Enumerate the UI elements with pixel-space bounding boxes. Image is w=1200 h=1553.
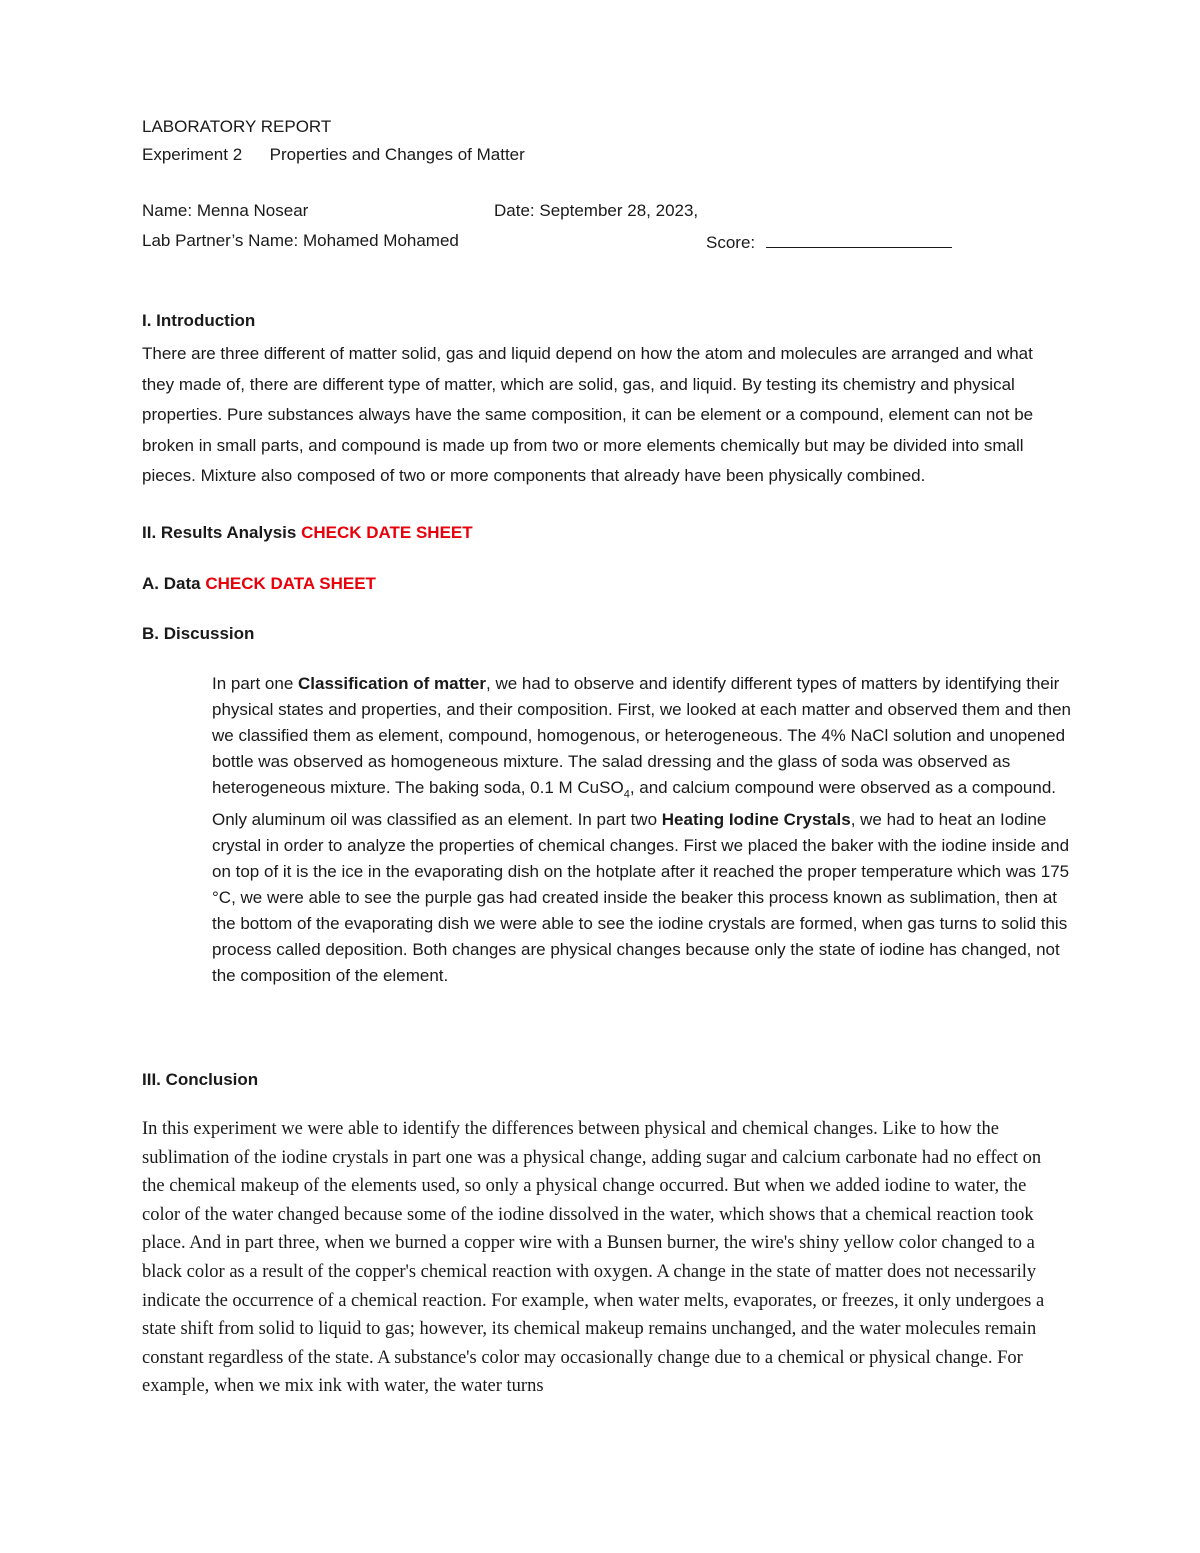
name-value: Menna Nosear xyxy=(196,201,309,220)
date-label: Date: xyxy=(494,201,535,220)
discussion-text-1: In part one xyxy=(212,674,299,693)
conclusion-heading: III. Conclusion xyxy=(142,1070,259,1089)
results-heading-line xyxy=(142,523,473,543)
introduction-text: There are three different of matter solid, gas and liquid depend on how the atom and molecules are arranged and what they made of, there are different type of matter, which are solid, gas, and liquid. By testing its chemistry and physical properties. Pure substances always have the same composition, it can be element or a compound, element can not be broken in small parts, and compound is made up from two or more elements chemically but may be divided into small pieces. Mixture also composed of two or more components that already have been physically combined. xyxy=(142,344,1034,485)
discussion-text-4: , we had to heat an Iodine crystal in order to analyze the properties of chemical changes. First we placed the baker with the iodine inside and on top of it is the ice in the evaporating dish on the hotplate after it reached the proper temperature which was 175 °C, we were able to see the purple gas had created inside the beaker this process known as sublimation, then at the bottom of the evaporating dish we were able to see the iodine crystals are formed, when gas turns to solid this process called deposition. Both changes are physical changes because only the state of iodine has changed, not the composition of the element. xyxy=(212,810,1070,986)
discussion-paragraph xyxy=(212,671,1072,989)
discussion-body xyxy=(212,671,1072,989)
discussion-text-3: , and calcium compound were observed as a compound. Only aluminum oil was classified as an element. In part two xyxy=(212,778,1057,830)
introduction-heading: I. Introduction xyxy=(142,311,256,330)
conclusion-body xyxy=(142,1115,1062,1401)
data-heading: A. Data xyxy=(142,574,201,593)
score-blank-line xyxy=(766,231,952,248)
partner-label: Lab Partner’s Name: xyxy=(142,231,299,250)
results-note: CHECK DATE SHEET xyxy=(301,523,473,542)
discussion-heading: B. Discussion xyxy=(142,624,255,643)
discussion-subscript: 4 xyxy=(623,788,630,801)
partner-field xyxy=(142,231,459,251)
introduction-body xyxy=(142,339,1062,492)
score-label: Score: xyxy=(706,233,756,252)
name-field xyxy=(142,201,308,221)
date-value: September 28, 2023, xyxy=(539,201,699,220)
experiment-label: Experiment 2 xyxy=(142,145,243,164)
discussion-bold-1: Classification of matter xyxy=(298,674,487,693)
experiment-line xyxy=(142,145,525,165)
discussion-text-2: , we had to observe and identify different types of matters by identifying their physical states and properties, and their composition. First, we looked at each matter and observed them and then we classified them as element, compound, homogenous, or heterogeneous. The 4% NaCl solution and unopened bottle was observed as homogeneous mixture. The salad dressing and the glass of soda was observed as heterogeneous mixture. The baking soda, 0.1 M CuSO xyxy=(212,674,1071,797)
score-field xyxy=(706,231,952,253)
partner-value: Mohamed Mohamed xyxy=(302,231,459,250)
data-note: CHECK DATA SHEET xyxy=(205,574,376,593)
date-field xyxy=(494,201,698,221)
results-heading: II. Results Analysis xyxy=(142,523,297,542)
experiment-title: Properties and Changes of Matter xyxy=(269,145,525,164)
report-title: LABORATORY REPORT xyxy=(142,117,332,136)
data-heading-line xyxy=(142,574,376,594)
conclusion-text: In this experiment we were able to identify the differences between physical and chemical changes. Like to how the sublimation of the iodine crystals in part one was a physical change, adding sugar and calcium carbonate had no effect on the chemical makeup of the elements used, so only a physical change occurred. But when we added iodine to water, the color of the water changed because some of the iodine dissolved in the water, which shows that a chemical reaction took place. And in part three, when we burned a copper wire with a Bunsen burner, the wire's shiny yellow color changed to a black color as a result of the copper's chemical reaction with oxygen. A change in the state of matter does not necessarily indicate the occurrence of a chemical reaction. For example, when water melts, evaporates, or freezes, it only undergoes a state shift from solid to liquid to gas; however, its chemical makeup remains unchanged, and the water molecules remain constant regardless of the state. A substance's color may occasionally change due to a chemical or physical change. For example, when we mix ink with water, the water turns xyxy=(142,1119,1045,1397)
name-label: Name: xyxy=(142,201,193,220)
discussion-bold-2: Heating Iodine Crystals xyxy=(661,810,851,830)
